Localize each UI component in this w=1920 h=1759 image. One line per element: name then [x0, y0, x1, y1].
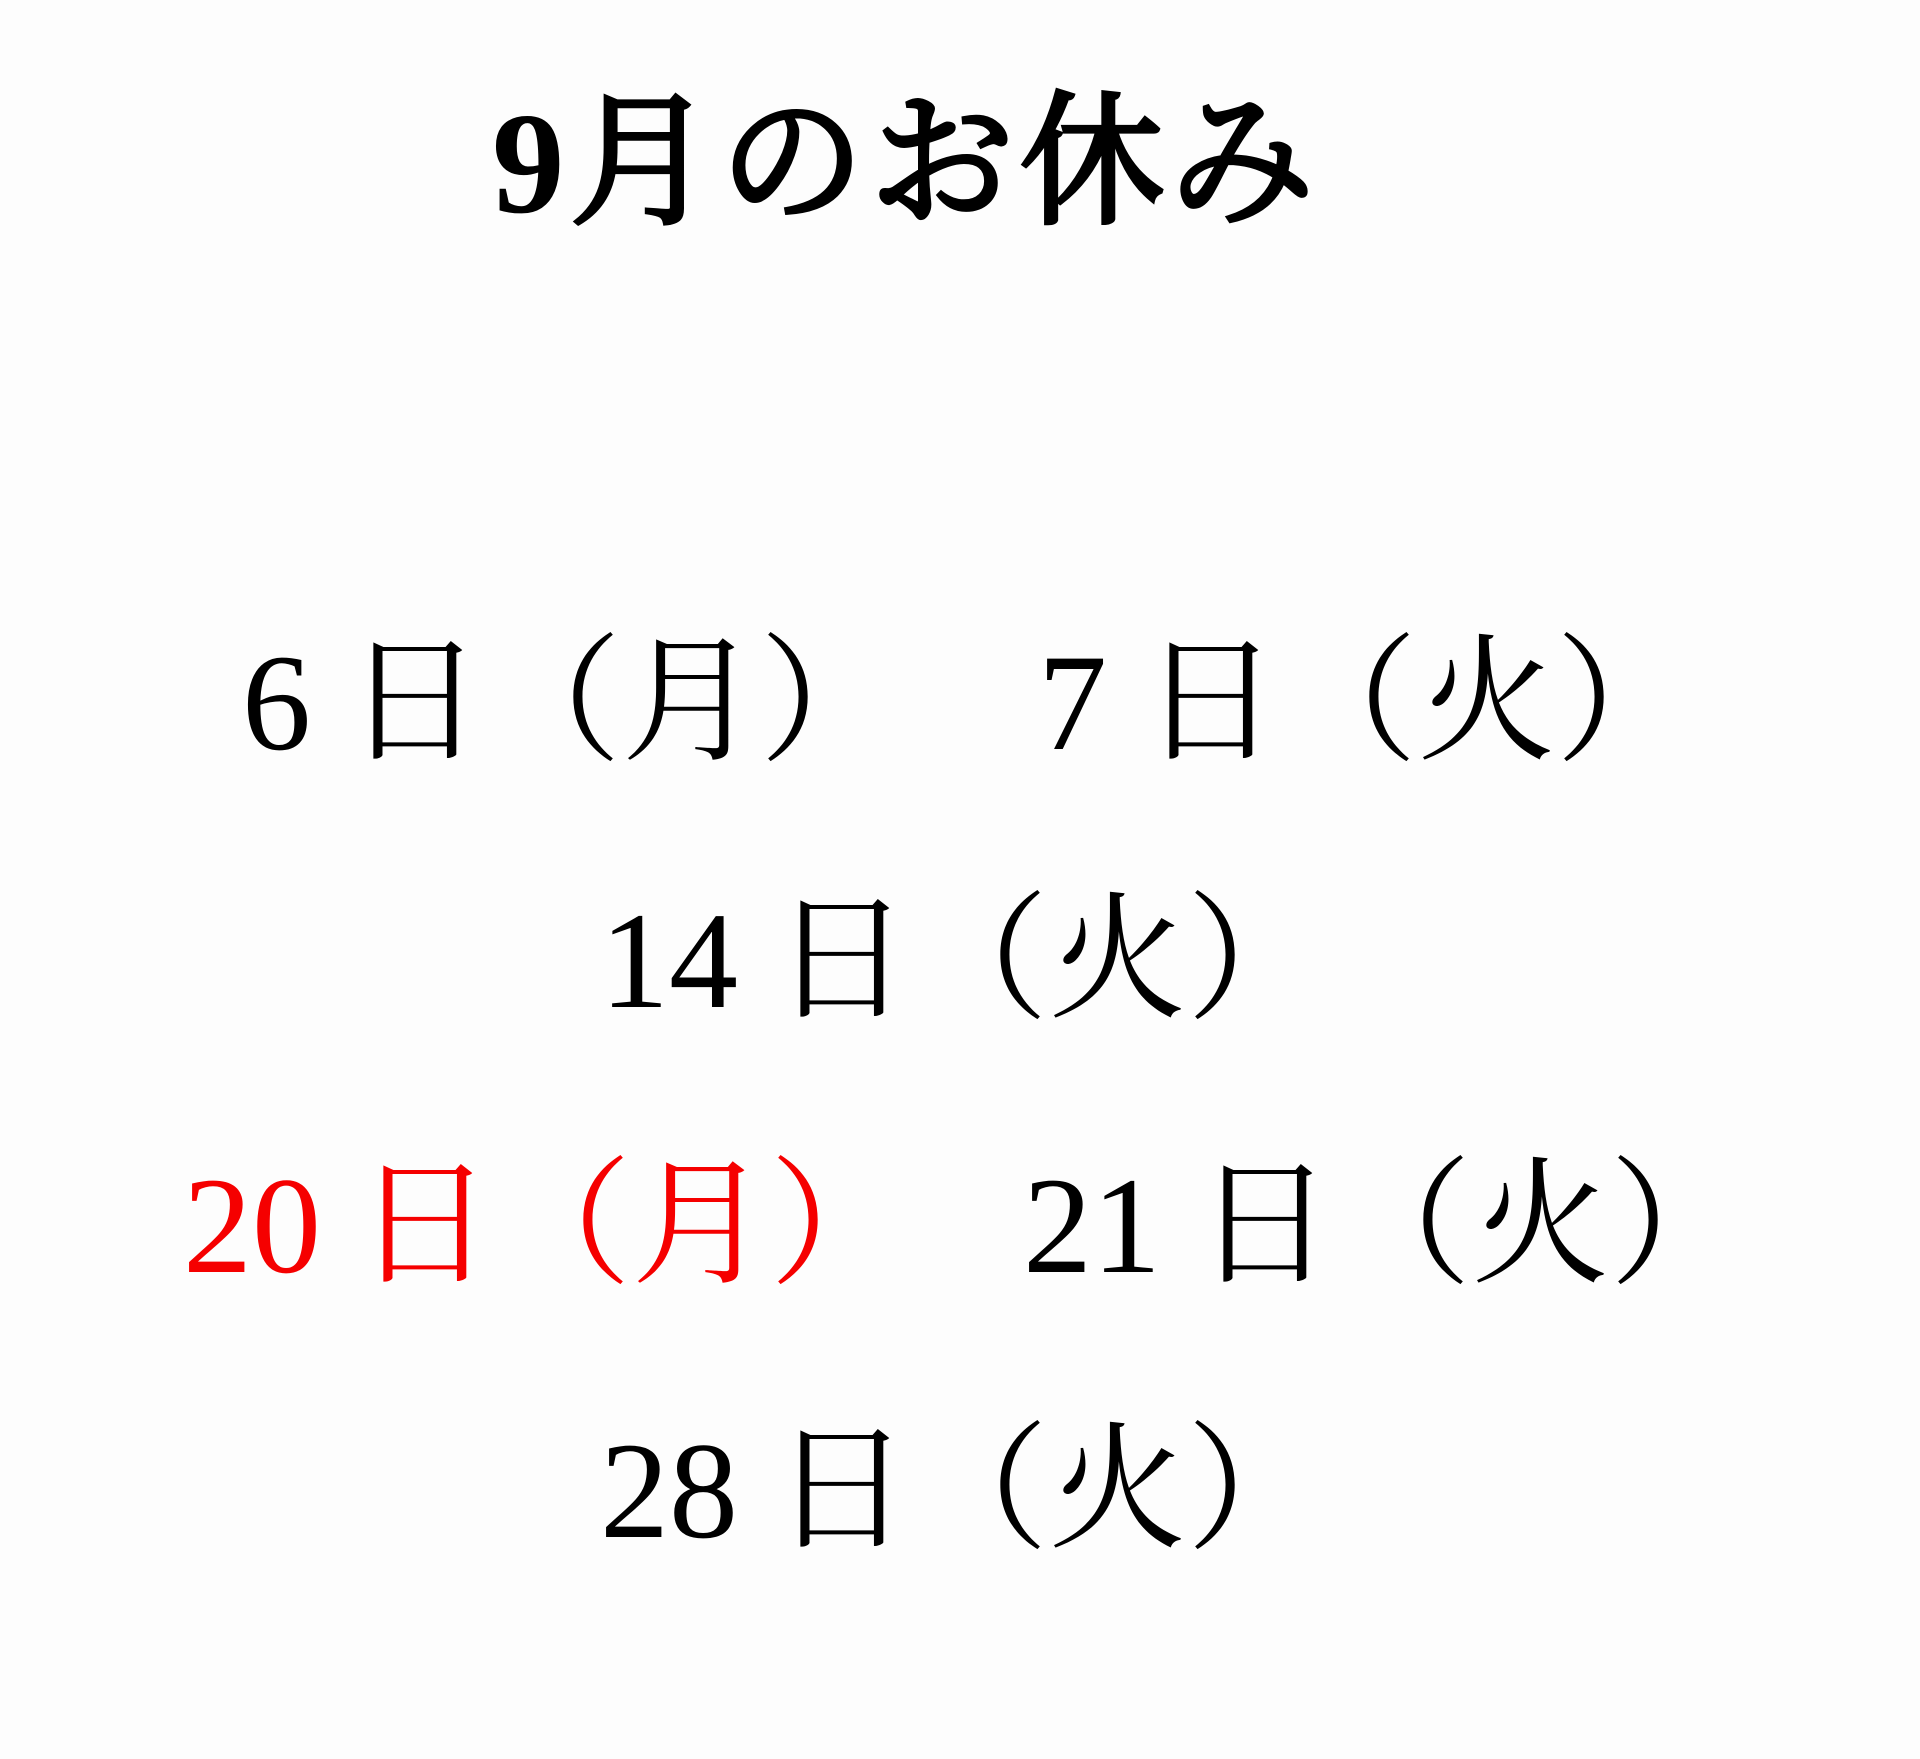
page-title: 9月のお休み	[492, 84, 1320, 244]
holiday-date-21: 21 日（火）	[1023, 1149, 1748, 1302]
holiday-date-6: 6 日（月）	[242, 626, 898, 779]
holiday-date-14: 14 日（火）	[600, 884, 1325, 1037]
holiday-date-7: 7 日（火）	[1038, 626, 1694, 779]
holiday-date-20-highlighted: 20 日（月）	[183, 1149, 908, 1302]
holiday-date-28: 28 日（火）	[600, 1414, 1325, 1567]
